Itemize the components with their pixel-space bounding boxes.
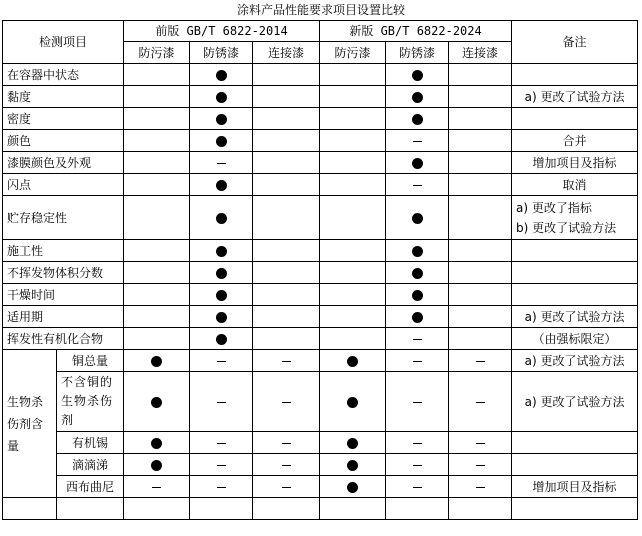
dot-icon <box>151 356 162 367</box>
new-mark-cell <box>386 328 449 350</box>
old-mark-cell <box>190 64 253 86</box>
new-mark-cell <box>449 328 512 350</box>
new-mark-cell <box>320 432 386 454</box>
dot-icon <box>216 334 227 345</box>
new-mark-cell <box>320 284 386 306</box>
new-mark-cell <box>386 174 449 196</box>
dash-icon <box>413 141 422 142</box>
dot-icon <box>412 158 423 169</box>
old-mark-cell <box>124 350 190 372</box>
old-mark-cell <box>190 174 253 196</box>
new-mark-cell <box>449 86 512 108</box>
empty-cell <box>124 498 190 520</box>
new-mark-cell <box>320 64 386 86</box>
empty-cell <box>253 498 320 520</box>
remark-cell: 增加项目及指标 <box>512 476 638 498</box>
table-row <box>3 108 638 130</box>
old-mark-cell <box>124 108 190 130</box>
dot-icon <box>412 70 423 81</box>
empty-cell <box>320 498 386 520</box>
old-mark-cell <box>253 284 320 306</box>
item-name-cell: 颜色 <box>3 130 124 152</box>
old-mark-cell <box>253 174 320 196</box>
new-mark-cell <box>320 350 386 372</box>
old-mark-cell <box>253 64 320 86</box>
dash-icon <box>413 487 422 488</box>
dot-icon <box>216 290 227 301</box>
dash-icon <box>217 163 226 164</box>
new-mark-cell <box>386 152 449 174</box>
table-row <box>3 130 638 152</box>
old-mark-cell <box>190 108 253 130</box>
old-mark-cell <box>124 130 190 152</box>
new-mark-cell <box>449 152 512 174</box>
new-mark-cell <box>320 262 386 284</box>
dash-icon <box>413 402 422 403</box>
new-anticorrosive-header: 防锈漆 <box>386 42 449 64</box>
old-mark-cell <box>124 240 190 262</box>
dash-icon <box>476 465 485 466</box>
old-mark-cell <box>253 350 320 372</box>
old-anticorrosive-header: 防锈漆 <box>190 42 253 64</box>
item-name-cell: 干燥时间 <box>3 284 124 306</box>
biocide-label-line: 生物杀 <box>7 394 44 409</box>
empty-row <box>3 498 638 520</box>
dash-icon <box>282 465 291 466</box>
biocide-row <box>3 454 638 476</box>
table-title: 涂料产品性能要求项目设置比较 <box>236 3 405 17</box>
old-mark-cell <box>190 196 253 240</box>
dot-icon <box>412 312 423 323</box>
dot-icon <box>151 397 162 408</box>
new-mark-cell <box>386 306 449 328</box>
table-row <box>3 306 638 328</box>
new-mark-cell <box>449 64 512 86</box>
item-name-cell: 密度 <box>3 108 124 130</box>
remark-cell <box>512 108 638 130</box>
old-version-header: 前版 GB/T 6822-2014 <box>124 21 320 42</box>
old-mark-cell <box>253 108 320 130</box>
new-mark-cell <box>320 372 386 432</box>
biocide-row <box>3 432 638 454</box>
new-mark-cell <box>449 476 512 498</box>
table-row <box>3 174 638 196</box>
old-mark-cell <box>190 152 253 174</box>
new-mark-cell <box>320 454 386 476</box>
item-name-cell: 施工性 <box>3 240 124 262</box>
new-mark-cell <box>449 108 512 130</box>
item-column-header: 检测项目 <box>3 21 124 64</box>
item-name-cell: 挥发性有机化合物 <box>3 328 124 350</box>
dot-icon <box>412 268 423 279</box>
old-mark-cell <box>190 86 253 108</box>
comparison-table <box>2 20 638 520</box>
old-mark-cell <box>253 240 320 262</box>
old-tie-coat-header: 连接漆 <box>253 42 320 64</box>
new-mark-cell <box>386 284 449 306</box>
new-mark-cell <box>449 130 512 152</box>
new-mark-cell <box>386 476 449 498</box>
old-mark-cell <box>190 372 253 432</box>
old-mark-cell <box>124 328 190 350</box>
old-mark-cell <box>253 476 320 498</box>
biocide-item-cell: 铜总量 <box>57 350 124 372</box>
biocide-row <box>3 372 638 432</box>
old-mark-cell <box>253 432 320 454</box>
biocide-item-line: 生物杀伤 <box>61 394 114 408</box>
old-mark-cell <box>190 432 253 454</box>
old-mark-cell <box>253 262 320 284</box>
new-mark-cell <box>449 372 512 432</box>
dot-icon <box>347 482 358 493</box>
old-mark-cell <box>190 306 253 328</box>
new-mark-cell <box>386 196 449 240</box>
old-mark-cell <box>253 130 320 152</box>
new-mark-cell <box>386 432 449 454</box>
empty-cell <box>57 498 124 520</box>
remark-line: b) 更改了试验方法 <box>516 220 617 235</box>
item-name-cell: 不挥发物体积分数 <box>3 262 124 284</box>
table-row <box>3 284 638 306</box>
item-name-cell: 漆膜颜色及外观 <box>3 152 124 174</box>
dash-icon <box>282 361 291 362</box>
new-mark-cell <box>386 240 449 262</box>
new-mark-cell <box>386 372 449 432</box>
new-mark-cell <box>449 262 512 284</box>
old-mark-cell <box>124 174 190 196</box>
old-mark-cell <box>124 476 190 498</box>
table-row <box>3 86 638 108</box>
dash-icon <box>217 487 226 488</box>
old-antifouling-header: 防污漆 <box>124 42 190 64</box>
dash-icon <box>217 443 226 444</box>
dot-icon <box>412 114 423 125</box>
old-mark-cell <box>124 454 190 476</box>
dot-icon <box>347 438 358 449</box>
biocide-item-cell <box>57 372 124 432</box>
dot-icon <box>151 438 162 449</box>
dash-icon <box>476 402 485 403</box>
header-row-1 <box>3 21 638 42</box>
new-mark-cell <box>320 306 386 328</box>
biocide-item-line: 不含铜的 <box>61 375 114 389</box>
biocide-group-label <box>3 350 57 498</box>
dash-icon <box>413 339 422 340</box>
empty-cell <box>512 498 638 520</box>
dot-icon <box>412 290 423 301</box>
remark-cell: a) 更改了试验方法 <box>512 86 638 108</box>
dot-icon <box>216 312 227 323</box>
dot-icon <box>216 92 227 103</box>
biocide-row <box>3 350 638 372</box>
old-mark-cell <box>190 284 253 306</box>
dash-icon <box>152 487 161 488</box>
old-mark-cell <box>253 196 320 240</box>
dash-icon <box>476 443 485 444</box>
new-mark-cell <box>449 432 512 454</box>
remark-column-header: 备注 <box>512 21 638 64</box>
old-mark-cell <box>190 130 253 152</box>
biocide-item-cell: 滴滴涕 <box>57 454 124 476</box>
old-mark-cell <box>253 372 320 432</box>
dash-icon <box>282 443 291 444</box>
dash-icon <box>217 361 226 362</box>
old-mark-cell <box>253 86 320 108</box>
empty-cell <box>190 498 253 520</box>
old-mark-cell <box>253 306 320 328</box>
dash-icon <box>476 487 485 488</box>
old-mark-cell <box>190 476 253 498</box>
remark-cell <box>512 454 638 476</box>
new-mark-cell <box>386 64 449 86</box>
remark-cell: a) 更改了试验方法 <box>512 350 638 372</box>
table-row <box>3 262 638 284</box>
remark-cell: 合并 <box>512 130 638 152</box>
dash-icon <box>413 443 422 444</box>
new-mark-cell <box>386 130 449 152</box>
old-mark-cell <box>124 86 190 108</box>
dash-icon <box>476 361 485 362</box>
new-mark-cell <box>320 328 386 350</box>
old-mark-cell <box>190 328 253 350</box>
dot-icon <box>216 268 227 279</box>
dot-icon <box>412 92 423 103</box>
dash-icon <box>282 402 291 403</box>
empty-cell <box>3 498 57 520</box>
dot-icon <box>216 114 227 125</box>
remark-cell <box>512 432 638 454</box>
new-mark-cell <box>320 108 386 130</box>
dash-icon <box>413 185 422 186</box>
new-mark-cell <box>320 174 386 196</box>
biocide-item-line: 剂 <box>61 413 75 427</box>
dash-icon <box>413 361 422 362</box>
remark-cell <box>512 262 638 284</box>
item-name-cell: 闪点 <box>3 174 124 196</box>
dot-icon <box>216 180 227 191</box>
dot-icon <box>216 70 227 81</box>
old-mark-cell <box>124 284 190 306</box>
biocide-label-line: 量 <box>7 438 20 453</box>
remark-cell <box>512 64 638 86</box>
new-mark-cell <box>449 196 512 240</box>
table-row <box>3 240 638 262</box>
old-mark-cell <box>124 372 190 432</box>
remark-cell <box>512 284 638 306</box>
new-mark-cell <box>449 454 512 476</box>
new-mark-cell <box>386 108 449 130</box>
new-antifouling-header: 防污漆 <box>320 42 386 64</box>
new-mark-cell <box>320 86 386 108</box>
old-mark-cell <box>124 432 190 454</box>
dash-icon <box>217 465 226 466</box>
old-mark-cell <box>124 64 190 86</box>
old-mark-cell <box>124 306 190 328</box>
new-mark-cell <box>320 476 386 498</box>
new-mark-cell <box>320 240 386 262</box>
dash-icon <box>217 402 226 403</box>
dash-icon <box>282 487 291 488</box>
new-mark-cell <box>320 152 386 174</box>
new-mark-cell <box>449 306 512 328</box>
new-mark-cell <box>449 284 512 306</box>
item-name-cell: 贮存稳定性 <box>3 196 124 240</box>
new-mark-cell <box>449 350 512 372</box>
table-row <box>3 152 638 174</box>
old-mark-cell <box>124 152 190 174</box>
new-mark-cell <box>449 174 512 196</box>
old-mark-cell <box>190 240 253 262</box>
remark-cell: 增加项目及指标 <box>512 152 638 174</box>
dot-icon <box>347 356 358 367</box>
new-version-header: 新版 GB/T 6822-2024 <box>320 21 512 42</box>
new-mark-cell <box>386 86 449 108</box>
new-mark-cell <box>449 240 512 262</box>
old-mark-cell <box>253 454 320 476</box>
table-row <box>3 196 638 240</box>
new-mark-cell <box>386 454 449 476</box>
new-mark-cell <box>386 350 449 372</box>
table-row <box>3 64 638 86</box>
dot-icon <box>216 246 227 257</box>
dot-icon <box>412 246 423 257</box>
old-mark-cell <box>253 328 320 350</box>
empty-cell <box>386 498 449 520</box>
item-name-cell: 适用期 <box>3 306 124 328</box>
old-mark-cell <box>190 262 253 284</box>
dash-icon <box>413 465 422 466</box>
new-mark-cell <box>320 196 386 240</box>
empty-cell <box>449 498 512 520</box>
biocide-row <box>3 476 638 498</box>
old-mark-cell <box>124 262 190 284</box>
dot-icon <box>347 397 358 408</box>
remark-line: a) 更改了指标 <box>516 200 592 215</box>
old-mark-cell <box>190 454 253 476</box>
dot-icon <box>412 213 423 224</box>
remark-cell <box>512 240 638 262</box>
remark-cell: 取消 <box>512 174 638 196</box>
dot-icon <box>216 136 227 147</box>
remark-cell: （由强标限定） <box>512 328 638 350</box>
biocide-item-cell: 有机锡 <box>57 432 124 454</box>
dot-icon <box>347 460 358 471</box>
new-mark-cell <box>386 262 449 284</box>
dot-icon <box>216 213 227 224</box>
old-mark-cell <box>124 196 190 240</box>
remark-cell: a) 更改了试验方法 <box>512 372 638 432</box>
biocide-item-cell: 西布曲尼 <box>57 476 124 498</box>
new-tie-coat-header: 连接漆 <box>449 42 512 64</box>
dot-icon <box>151 460 162 471</box>
table-row <box>3 328 638 350</box>
remark-cell <box>512 196 638 240</box>
remark-cell: a) 更改了试验方法 <box>512 306 638 328</box>
old-mark-cell <box>253 152 320 174</box>
new-mark-cell <box>320 130 386 152</box>
item-name-cell: 在容器中状态 <box>3 64 124 86</box>
biocide-label-line: 伤剂含 <box>7 416 44 431</box>
old-mark-cell <box>190 350 253 372</box>
item-name-cell: 黏度 <box>3 86 124 108</box>
